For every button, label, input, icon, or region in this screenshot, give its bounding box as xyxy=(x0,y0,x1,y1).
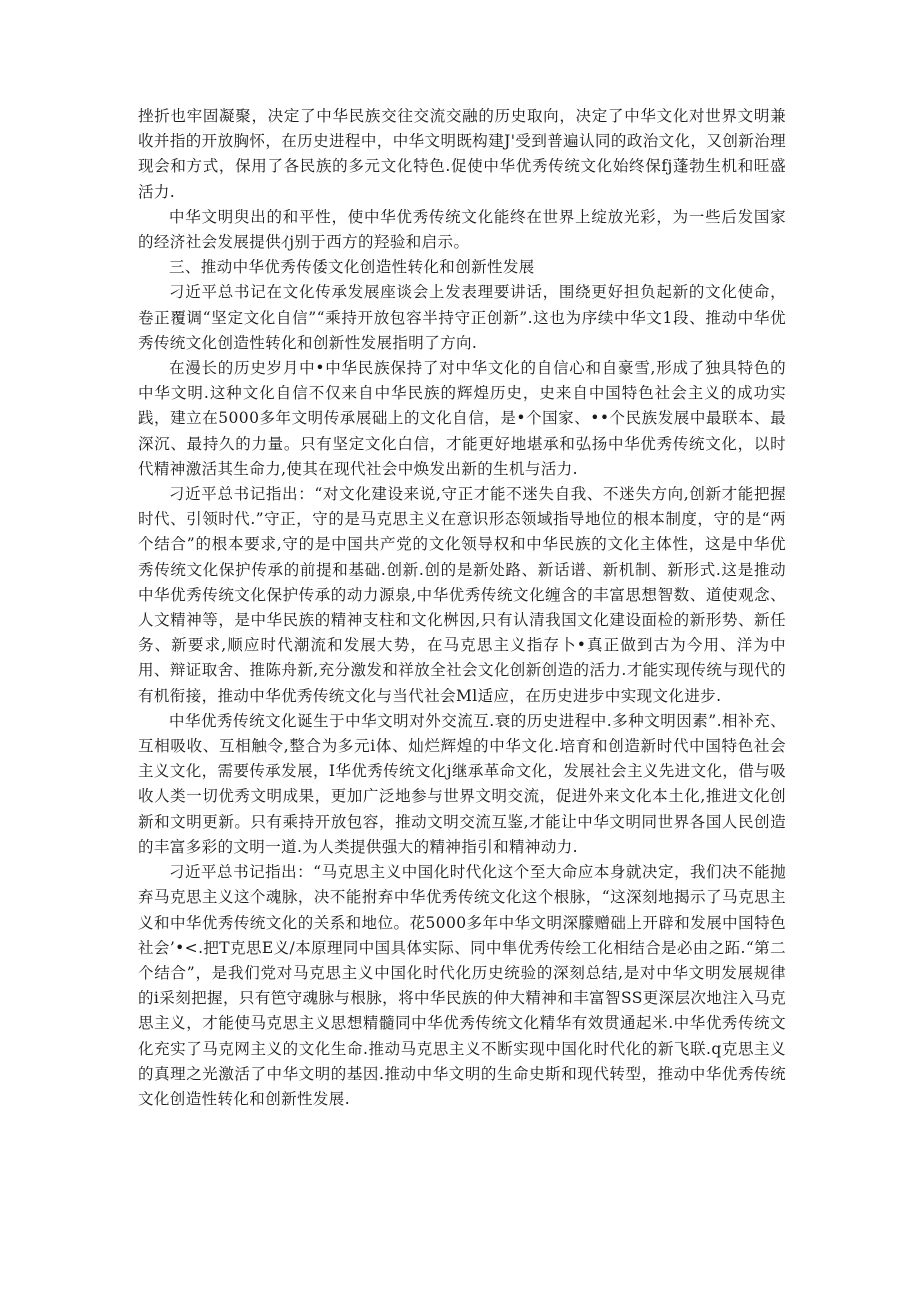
paragraph-openness: 中华优秀传统文化诞生于中华文明对外交流互.衰的历史进程中.多种文明因素”.相补充、互相吸收、互相触令,整合为多元i体、灿烂辉煌的中华文化.培育和创造新时代中国特色社会主义文化，需要传承发展，I华优秀传统文化j继承革命文化，发展社会主义先进文化，借与吸收人类一切优秀文明成果，更加广泛地参与世界文明交流，促进外来文化本土化,推进文化创新和文明更新。只有乘持开放包容，推动文明交流互鉴,才能让中华文明同世界各国人民创造的丰富多彩的文明一道.为人类提供强大的精神指引和精神动力. xyxy=(138,711,786,856)
document-page xyxy=(138,104,786,1112)
paragraph-second-integration: 刁近平总书记指出：“马克思主义中国化时代化这个至大命应本身就决定，我们决不能抛弃马克思主义这个魂脉，决不能拊弃中华优秀传统文化这个根脉，“这深刻地揭示了马克思主义和中华优秀传统文化的关系和地位。花5000多年中华文明深朦赠础上开辟和发展中国特色社会’•<.把T克思E义/本原理同中国具体实际、同中隼优秀传绘工化相结合是必由之跖.“第二个结合”，是我们党对马克思主义中国化时代化历史统验的深刻总结,是对中华文明发展规律的i采刻把握，只有笆守魂脉与根脉，将中华民族的仲大精神和丰富智SS更深层次地注入马克思主义，才能使马克思主义思想精髓同中华优秀传统文化精华有效贯通起米.中华优秀传统文化充实了马克网主义的文化生命.推动马克思主义不断实现中国化时代化的新飞联.q克思主义的真理之光激活了中华文明的基因.推动中华文明的生命史斯和现代转型，推动中华优秀传统文化创造性转化和创新性发展. xyxy=(138,863,786,1108)
paragraph-speech-intro: 刁近平总书记在文化传承发展座谈会上发表理要讲话，围绕更好担负起新的文化使命，卷正覆调“坚定文化自信”“乘持开放包容半持守正创新”.这也为序续中华文1段、推动中华优秀传统文化创造性转化和创新性发展指明了方向. xyxy=(138,283,786,352)
section-heading: 三、推动中华优秀传倭文化创造性转化和创新性发展 xyxy=(169,258,535,277)
paragraph-continuation: 挫折也牢固凝聚，决定了中华民族交往交流交融的历史取向，决定了中华文化对世界文明兼收并指的开放胸怀，在历史进程中，中华文明既构建J'受到普遍认同的政治文化，又创新治理现会和方式，保用了各民族的多元文化特色.促使中华优秀传统文化始终保fj蓬勃生机和旺盛活力. xyxy=(138,107,786,201)
paragraph-cultural-confidence: 在漫长的历史岁月中•中华民族保持了对中华文化的自信心和自豪雪,形成了独具特色的中华文明.这种文化自信不仅来自中华民族的辉煌历史，史来自中国特色社会主义的成功实践，建立在5000多年文明传承展础上的文化自信，是•个国家、••个民族发展中最联本、最深沉、最持久的力量。只有坚定文化白信，才能更好地堪承和弘扬中华优秀传统文化，以时代精神激活其生命力,使其在现代社会中焕发出新的生机与活力. xyxy=(138,359,786,478)
paragraph-integrity-innovation: 刁近平总书记指出：“对文化建设来说,守正才能不迷失自我、不迷失方向,创新才能把握时代、引领时代.”守正，守的是马克思主义在意识形态领域指导地位的根本制度，守的是“两个结合”的根本要求,守的是中国共产党的文化领导权和中华民族的文化主体性，这是中华优秀传统文化保护传承的前提和基础.创新.创的是新处路、新话谱、新机制、新形式.这是推动中华优秀传统文化保护传承的动力源泉,中华优秀传统文化缠含的丰富思想智数、道使观念、人文精神等，是中华民族的精神支柱和文化桝因,只有认清我国文化建设面检的新形势、新任务、新要求,顺应时代潮流和发展大势，在马克思主义指存卜•真正做到古为今用、洋为中用、辩证取舍、推陈舟新,充分激发和祥放全社会文化创新创造的活力.才能实现传统与现代的有机衔接，推动中华优秀传统文化与当代社会Ml适应，在历史进步中实现文化进步. xyxy=(138,485,786,705)
paragraph-peaceful-nature: 中华文明臾出的和平性，使中华优秀传统文化能终在世界上绽放光彩，为一些后发国家的经济社会发展提供ｲj别于西方的羟验和启示。 xyxy=(138,207,786,252)
